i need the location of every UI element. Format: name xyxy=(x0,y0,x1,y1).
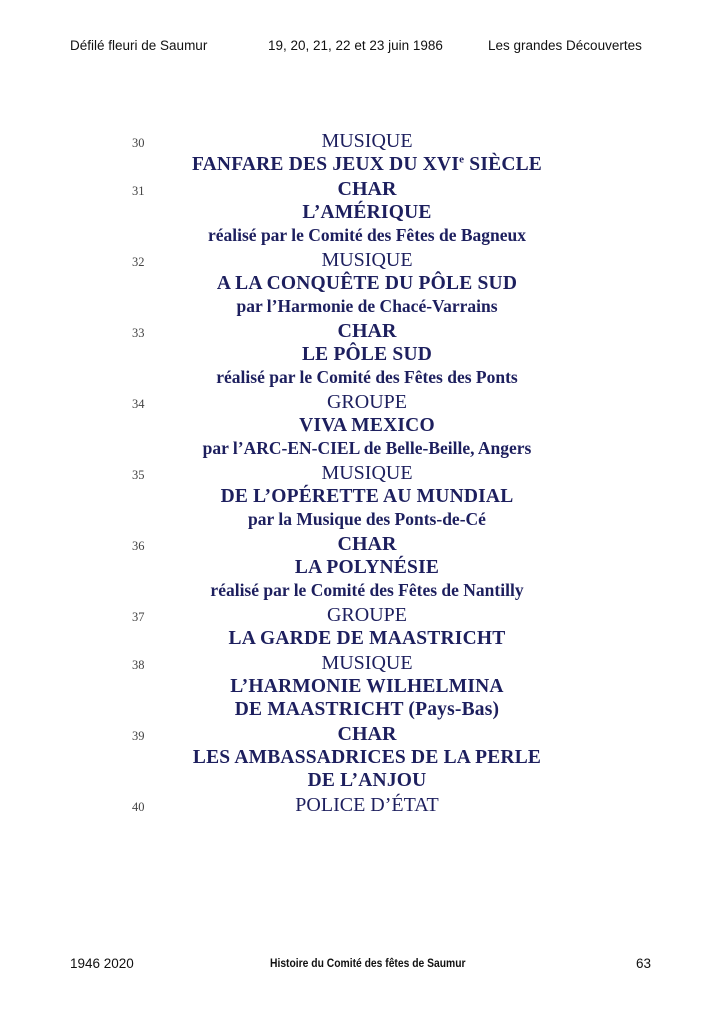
entry-title: VIVA MEXICO xyxy=(299,415,435,436)
program-entry xyxy=(0,723,724,792)
program-entry xyxy=(0,462,724,531)
entry-performer: réalisé par le Comité des Fêtes de Nantilly xyxy=(210,580,524,600)
entry-title xyxy=(87,153,647,176)
entry-title: LA GARDE DE MAASTRICHT xyxy=(228,628,506,649)
entry-title-main: FANFARE DES JEUX DU XVI xyxy=(191,154,460,175)
footer-book-title: Histoire du Comité des fêtes de Saumur xyxy=(270,956,466,970)
entry-number: 31 xyxy=(132,184,145,198)
entry-performer: par la Musique des Ponts-de-Cé xyxy=(248,509,486,529)
entry-title: LE PÔLE SUD xyxy=(301,344,433,365)
entry-number: 33 xyxy=(132,326,145,340)
entry-category: CHAR xyxy=(337,320,397,342)
program-entry xyxy=(0,249,724,318)
entry-category: POLICE D’ÉTAT xyxy=(295,794,439,816)
entry-title: L’HARMONIE WILHELMINA xyxy=(230,676,504,697)
program-entry xyxy=(0,604,724,650)
entry-category: MUSIQUE xyxy=(321,462,413,484)
entry-category: MUSIQUE xyxy=(321,130,413,152)
entry-category: GROUPE xyxy=(326,604,407,626)
entry-title: LA POLYNÉSIE xyxy=(294,557,440,578)
program-entry xyxy=(0,652,724,721)
program-entry xyxy=(0,533,724,602)
entry-category: CHAR xyxy=(337,723,397,745)
entry-title-superscript: e xyxy=(459,153,465,166)
entry-category: MUSIQUE xyxy=(321,249,413,271)
program-entry xyxy=(0,391,724,460)
entry-number: 40 xyxy=(132,800,145,814)
entry-number: 30 xyxy=(132,136,145,150)
entry-performer: par l’Harmonie de Chacé-Varrains xyxy=(236,296,498,316)
entry-title: L’AMÉRIQUE xyxy=(302,202,432,223)
entry-category: CHAR xyxy=(337,533,397,555)
entry-title-end: SIÈCLE xyxy=(464,154,543,175)
entry-performer: par l’ARC-EN-CIEL de Belle-Beille, Angers xyxy=(202,438,532,458)
entry-number: 32 xyxy=(132,255,145,269)
entry-number: 39 xyxy=(132,729,145,743)
entry-title-line-2: DE MAASTRICHT (Pays-Bas) xyxy=(234,699,500,720)
entry-number: 36 xyxy=(132,539,145,553)
entry-category: MUSIQUE xyxy=(321,652,413,674)
entry-number: 34 xyxy=(132,397,145,411)
program-entry xyxy=(0,794,724,817)
entry-title: A LA CONQUÊTE DU PÔLE SUD xyxy=(216,273,518,294)
entry-number: 35 xyxy=(132,468,145,482)
entry-performer: réalisé par le Comité des Fêtes de Bagneux xyxy=(207,225,527,245)
entry-title-line-2: DE L’ANJOU xyxy=(307,770,427,791)
header-left-text: Défilé fleuri de Saumur xyxy=(70,38,208,53)
entry-category: CHAR xyxy=(337,178,397,200)
entry-title: DE L’OPÉRETTE AU MUNDIAL xyxy=(220,486,514,507)
header-date-text: 19, 20, 21, 22 et 23 juin 1986 xyxy=(268,38,443,53)
program-entry xyxy=(0,130,724,176)
parade-program-list xyxy=(0,130,724,817)
page-number: 63 xyxy=(636,956,652,971)
entry-category: GROUPE xyxy=(326,391,407,413)
program-entry xyxy=(0,320,724,389)
entry-performer: réalisé par le Comité des Fêtes des Ponts xyxy=(216,367,518,387)
entry-number: 37 xyxy=(132,610,145,624)
program-entry xyxy=(0,178,724,247)
header-right-text: Les grandes Découvertes xyxy=(488,38,642,53)
footer-years: 1946 2020 xyxy=(70,956,134,971)
entry-title: LES AMBASSADRICES DE LA PERLE xyxy=(192,747,542,768)
entry-number: 38 xyxy=(132,658,145,672)
